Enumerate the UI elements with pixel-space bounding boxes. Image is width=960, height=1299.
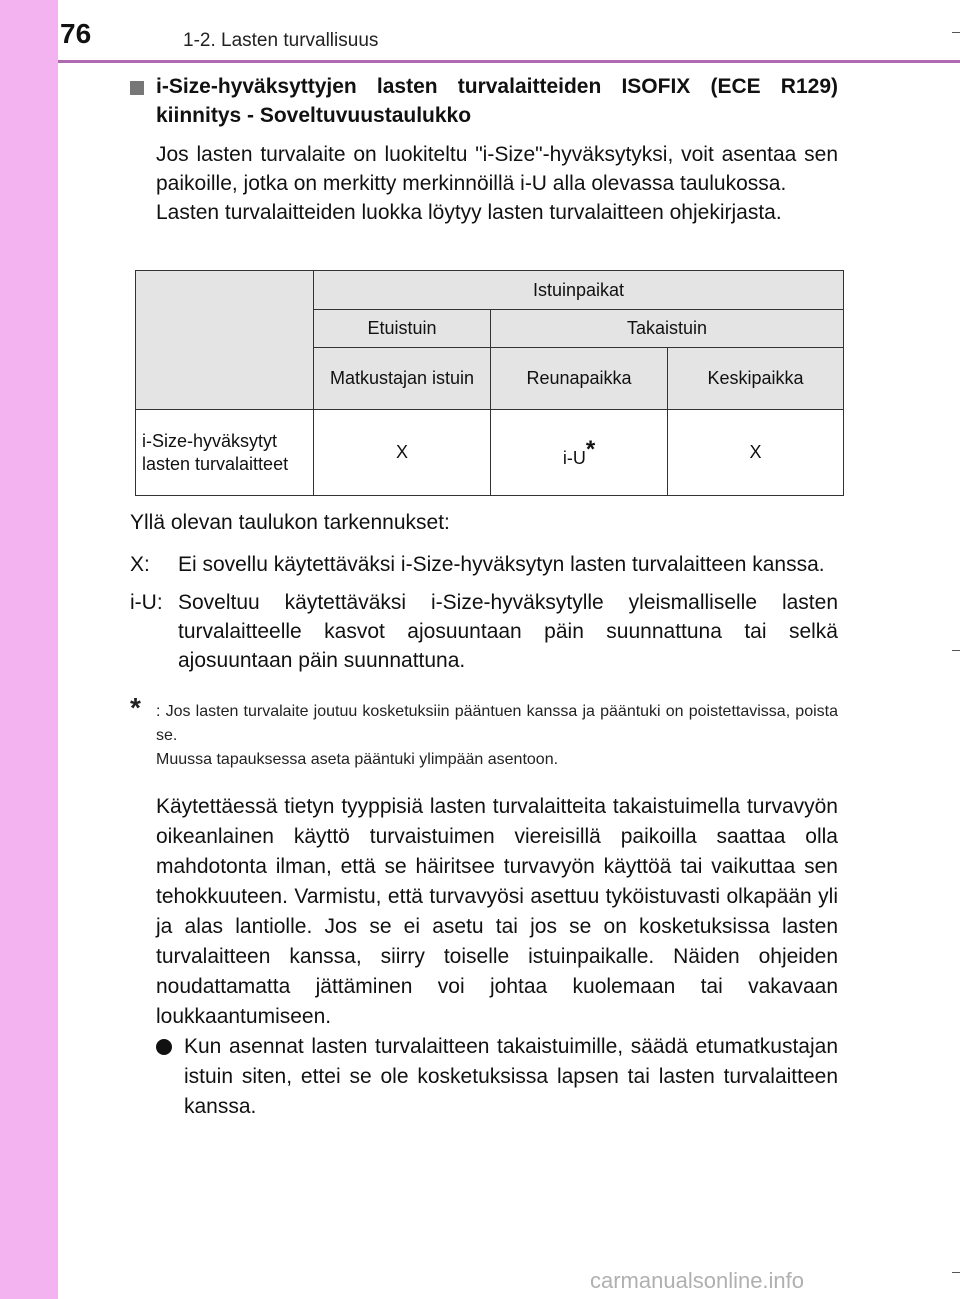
intro-section	[130, 72, 838, 227]
footnote-text-2: Muussa tapauksessa aseta pääntuki ylimpään asentoon.	[156, 751, 559, 768]
footnote-marker: *	[585, 436, 596, 463]
page-sidebar-band	[0, 0, 58, 1299]
crop-mark	[952, 32, 960, 33]
header-rule	[58, 60, 960, 63]
legend-key: i-U:	[130, 591, 163, 614]
table-cell: i-U*	[491, 410, 668, 496]
legend-text: Ei sovellu käytettäväksi i-Size-hyväksytyn lasten turvalaitteen kanssa.	[178, 553, 825, 576]
table-cell: X	[314, 410, 491, 496]
footnote-asterisk: *	[130, 692, 141, 723]
table-legend	[130, 508, 838, 684]
crop-mark	[952, 650, 960, 651]
table-header-rear: Takaistuin	[491, 310, 844, 348]
bullet-text: Kun asennat lasten turvalaitteen takaistuimille, säädä etumatkustajan istuin siten, ettei se ole kosketuksissa lapsen tai lasten turvalaitteen kanssa.	[184, 1035, 838, 1118]
footnote	[130, 692, 838, 772]
legend-item	[130, 588, 838, 675]
intro-paragraph: Lasten turvalaitteiden luokka löytyy lasten turvalaitteen ohjekirjasta.	[156, 201, 782, 224]
table-cell: X	[668, 410, 844, 496]
bullet-item	[156, 1032, 838, 1122]
watermark: carmanualsonline.info	[590, 1268, 805, 1293]
legend-text: Soveltuu käytettäväksi i-Size-hyväksytylle yleismalliselle lasten turvalaitteelle kasvot ajosuuntaan päin suunnattuna tai selkä ajosuuntaan päin suunnattuna.	[178, 591, 838, 672]
table-subheader: Keskipaikka	[668, 348, 844, 410]
table-subheader: Reunapaikka	[491, 348, 668, 410]
page-number: 76	[60, 18, 92, 49]
footnote-text: : Jos lasten turvalaite joutuu kosketuksiin pääntuen kanssa ja pääntuki on poistettavissa, poista se.	[156, 703, 838, 744]
table-group-header: Istuinpaikat	[314, 271, 844, 310]
crop-mark	[952, 1272, 960, 1273]
table-subheader: Matkustajan istuin	[314, 348, 491, 410]
legend-intro: Yllä olevan taulukon tarkennukset:	[130, 511, 450, 534]
table-header-front: Etuistuin	[314, 310, 491, 348]
table-corner-cell	[136, 271, 314, 410]
compatibility-table	[135, 270, 844, 496]
section-title: 1-2. Lasten turvallisuus	[183, 30, 379, 51]
legend-key: X:	[130, 553, 150, 576]
intro-paragraph: Jos lasten turvalaite on luokiteltu "i-Size"-hyväksytyksi, voit asentaa sen paikoille, jotka on merkitty merkinnöillä i-U alla olevassa taulukossa.	[156, 143, 838, 195]
bullet-dot-icon	[156, 1039, 172, 1055]
section-heading: i-Size-hyväksyttyjen lasten turvalaitteiden ISOFIX (ECE R129) kiinnitys - Soveltuvuustaulukko	[130, 72, 838, 130]
body-paragraph: Käytettäessä tietyn tyyppisiä lasten turvalaitteita takaistuimella turvavyön oikeanlainen käyttö turvaistuimen viereisillä paikoilla saattaa olla mahdotonta ilman, että se häiritsee turvavyön käyttöä tai vaikuttaa sen tehokkuuteen. Varmistu, että turvavyösi asettuu tyköistuvasti olkapään yli ja alas lantiolle. Jos se ei asetu tai jos se on kosketuksissa lasten turvalaitteen kanssa, siirry toiselle istuinpaikalle. Näiden ohjeiden noudattamatta jättäminen voi johtaa kuolemaan tai vakavaan loukkaantumiseen.	[156, 795, 838, 1028]
legend-item	[130, 550, 838, 579]
square-bullet-icon	[130, 81, 144, 95]
table-row-label: i-Size-hyväksytyt lasten turvalaitteet	[136, 410, 314, 496]
